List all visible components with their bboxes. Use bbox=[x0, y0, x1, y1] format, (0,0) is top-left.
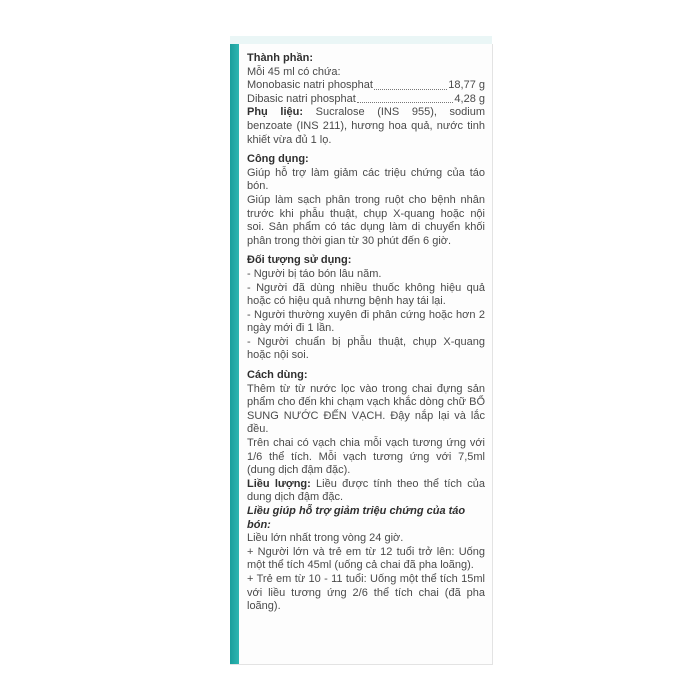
excipients-text bbox=[247, 106, 485, 147]
teal-side-strip bbox=[230, 44, 239, 664]
uses-section bbox=[247, 153, 485, 248]
dose-line: + Người lớn và trẻ em từ 12 tuổi trở lên: Uống một thể tích 45ml (uống cả chai đã pha loãng). bbox=[247, 545, 485, 572]
usage-section bbox=[247, 369, 485, 614]
dose-line: + Trẻ em từ 10 - 11 tuổi: Uống một thể tích 15ml với liều tương ứng 2/6 thể tích chai (đã pha loãng). bbox=[247, 572, 485, 613]
target-item: - Người đã dùng nhiều thuốc không hiệu quả hoặc có hiệu quả nhưng bệnh hay tái lại. bbox=[247, 281, 485, 308]
per-dose-text: Mỗi 45 ml có chứa: bbox=[247, 65, 341, 78]
target-item: - Người chuẩn bị phẫu thuật, chụp X-quang hoặc nội soi. bbox=[247, 335, 485, 362]
excipients-value: Sucralose (INS 955), sodium benzoate (INS 211), hương hoa quả, nước tinh khiết vừa đủ 1 lọ. bbox=[247, 106, 486, 146]
target-section bbox=[247, 254, 485, 363]
dose-line: Liều lớn nhất trong vòng 24 giờ. bbox=[247, 532, 404, 545]
excipients-label: Phụ liệu: bbox=[247, 106, 304, 119]
ingredient-row bbox=[247, 93, 485, 107]
dosage-value: Liều được tính theo thể tích của dung dịch đậm đặc. bbox=[247, 477, 485, 504]
label-text bbox=[247, 52, 485, 620]
dosage-label: Liều lượng: bbox=[247, 477, 311, 490]
ingredient-row bbox=[247, 79, 485, 93]
uses-paragraph: Giúp hỗ trợ làm giảm các triệu chứng của táo bón. bbox=[247, 166, 485, 193]
dot-leader bbox=[357, 102, 454, 103]
ingredient-name: Dibasic natri phosphat bbox=[247, 92, 356, 105]
constipation-dose-heading: Liều giúp hỗ trợ giảm triệu chứng của táo bón: bbox=[247, 505, 466, 531]
dosage-text bbox=[247, 478, 485, 505]
usage-paragraph: Thêm từ từ nước lọc vào trong chai đựng sản phẩm cho đến khi chạm vạch khắc dòng chữ BỔ SUNG NƯỚC ĐẾN VẠCH. Đậy nắp lại và lắc đều. bbox=[247, 382, 485, 436]
uses-paragraph: Giúp làm sạch phân trong ruột cho bệnh nhân trước khi phẫu thuật, chụp X-quang hoặc nội soi. Sản phẩm có tác dụng làm di chuyển khối phân trong thời gian từ 30 phút đến 6 giờ. bbox=[247, 193, 485, 247]
usage-paragraph: Trên chai có vạch chia mỗi vạch tương ứng với 1/6 thể tích. Mỗi vạch tương ứng với 7,5ml (dung dịch đậm đặc). bbox=[247, 437, 485, 477]
target-item: - Người thường xuyên đi phân cứng hoặc hơn 2 ngày mới đi 1 lần. bbox=[247, 308, 485, 335]
composition-section bbox=[247, 52, 485, 147]
usage-heading: Cách dùng: bbox=[247, 369, 308, 382]
dot-leader bbox=[374, 89, 447, 90]
uses-heading: Công dụng: bbox=[247, 153, 309, 166]
composition-heading: Thành phần: bbox=[247, 52, 313, 64]
ingredient-amount: 18,77 g bbox=[448, 79, 485, 92]
target-item: - Người bị táo bón lâu năm. bbox=[247, 267, 382, 280]
target-heading: Đối tượng sử dụng: bbox=[247, 254, 352, 267]
ingredient-amount: 4,28 g bbox=[454, 92, 485, 105]
ingredient-name: Monobasic natri phosphat bbox=[247, 79, 373, 92]
